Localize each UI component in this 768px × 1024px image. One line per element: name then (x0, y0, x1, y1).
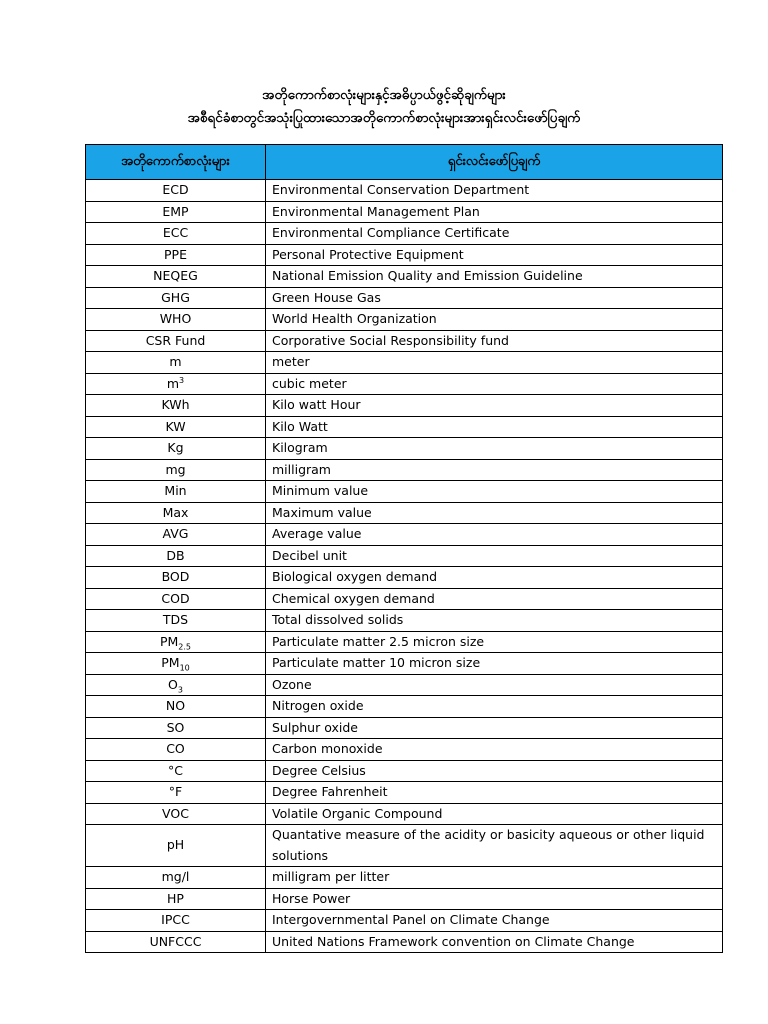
abbreviation-cell (86, 674, 266, 696)
abbreviation-text: NO (165, 698, 186, 713)
abbreviation-table (85, 144, 723, 953)
table-row (86, 588, 723, 610)
header-definitions: ရှင်းလင်းဖော်ပြချက် (266, 145, 723, 180)
abbreviation-superscript: 3 (179, 375, 185, 385)
definition-cell: milligram per litter (266, 867, 723, 889)
table-row (86, 888, 723, 910)
definition-cell: Decibel unit (266, 545, 723, 567)
table-row (86, 931, 723, 953)
table-row (86, 631, 723, 653)
abbreviation-cell (86, 588, 266, 610)
abbreviation-text: BOD (161, 569, 190, 584)
table-row (86, 524, 723, 546)
abbreviation-cell (86, 524, 266, 546)
table-row (86, 416, 723, 438)
definition-cell: meter (266, 352, 723, 374)
abbreviation-cell (86, 180, 266, 202)
table-header-row (86, 145, 723, 180)
table-row (86, 438, 723, 460)
abbreviation-text: °F (168, 784, 183, 799)
abbreviation-text: IPCC (161, 912, 190, 927)
table-row (86, 201, 723, 223)
definition-cell: Chemical oxygen demand (266, 588, 723, 610)
abbreviation-text: ECD (162, 182, 189, 197)
definition-cell: Green House Gas (266, 287, 723, 309)
table-row (86, 352, 723, 374)
abbreviation-cell (86, 760, 266, 782)
abbreviation-text: m (169, 354, 182, 369)
table-row (86, 502, 723, 524)
definition-cell: Sulphur oxide (266, 717, 723, 739)
definition-cell: Total dissolved solids (266, 610, 723, 632)
abbreviation-text: PPE (164, 246, 187, 262)
abbreviation-text: mg/l (161, 869, 190, 884)
abbreviation-text: GHG (161, 289, 190, 305)
abbreviation-cell (86, 223, 266, 245)
definition-cell: Quantative measure of the acidity or basicity aqueous or other liquid solutions (266, 825, 723, 867)
definition-cell: Degree Fahrenheit (266, 782, 723, 804)
table-row (86, 223, 723, 245)
abbreviation-subscript: 10 (179, 663, 190, 673)
abbreviation-text: NEQEG (153, 268, 198, 283)
definition-cell: Kilogram (266, 438, 723, 460)
table-row (86, 803, 723, 825)
definition-cell: Degree Celsius (266, 760, 723, 782)
table-row (86, 459, 723, 481)
table-row (86, 739, 723, 761)
definition-cell: Environmental Management Plan (266, 201, 723, 223)
definition-cell: Maximum value (266, 502, 723, 524)
abbreviation-cell (86, 653, 266, 675)
abbreviation-cell (86, 782, 266, 804)
definition-cell: Kilo Watt (266, 416, 723, 438)
abbreviation-cell (86, 867, 266, 889)
abbreviation-text: UNFCCC (149, 933, 202, 949)
abbreviation-text: HP (167, 890, 184, 906)
table-row (86, 287, 723, 309)
abbreviation-subscript: 2.5 (178, 642, 192, 651)
table-row (86, 825, 723, 867)
table-row (86, 373, 723, 395)
abbreviation-text: Kg (167, 440, 184, 455)
definition-cell: milligram (266, 459, 723, 481)
table-row (86, 481, 723, 503)
abbreviation-text: PM (159, 633, 179, 649)
abbreviation-text: Min (164, 483, 187, 498)
abbreviation-text: COD (161, 590, 190, 606)
table-row (86, 567, 723, 589)
title-line-1: အတိုကောက်စာလုံးများနှင့်အဓိပ္ပာယ်ဖွင့်ဆိုချက်များ (262, 87, 506, 103)
table-row (86, 760, 723, 782)
abbreviation-text: AVG (162, 526, 189, 541)
table-row (86, 309, 723, 331)
definition-cell: National Emission Quality and Emission Guideline (266, 266, 723, 288)
table-row (86, 266, 723, 288)
abbreviation-cell (86, 610, 266, 632)
abbreviation-cell (86, 266, 266, 288)
abbreviation-cell (86, 910, 266, 932)
table-row (86, 244, 723, 266)
abbreviation-text: EMP (162, 203, 189, 219)
abbreviation-text: ECC (162, 225, 189, 240)
abbreviation-cell (86, 739, 266, 761)
abbreviation-cell (86, 416, 266, 438)
document-title (0, 84, 768, 130)
abbreviation-text: WHO (159, 311, 192, 326)
definition-cell: Ozone (266, 674, 723, 696)
abbreviation-text: CSR Fund (145, 332, 206, 348)
abbreviation-cell (86, 931, 266, 953)
definition-cell: Average value (266, 524, 723, 546)
definition-cell: United Nations Framework convention on Climate Change (266, 931, 723, 953)
table-row (86, 717, 723, 739)
definition-cell: World Health Organization (266, 309, 723, 331)
abbreviation-cell (86, 803, 266, 825)
definition-cell: Environmental Conservation Department (266, 180, 723, 202)
abbreviation-cell (86, 330, 266, 352)
abbreviation-cell (86, 373, 266, 395)
abbreviation-cell (86, 825, 266, 867)
abbreviation-cell (86, 888, 266, 910)
definition-cell: Particulate matter 2.5 micron size (266, 631, 723, 653)
table-row (86, 782, 723, 804)
table-row (86, 674, 723, 696)
definition-cell: Particulate matter 10 micron size (266, 653, 723, 675)
definition-cell: Intergovernmental Panel on Climate Change (266, 910, 723, 932)
abbreviation-text: KW (165, 418, 186, 434)
abbreviation-cell (86, 481, 266, 503)
table-body (86, 180, 723, 953)
definition-cell: Personal Protective Equipment (266, 244, 723, 266)
abbreviation-text: SO (166, 719, 185, 735)
table-row (86, 330, 723, 352)
definition-cell: Minimum value (266, 481, 723, 503)
abbreviation-cell (86, 201, 266, 223)
definition-cell: Kilo watt Hour (266, 395, 723, 417)
table-row (86, 610, 723, 632)
table-row (86, 545, 723, 567)
definition-cell: Volatile Organic Compound (266, 803, 723, 825)
table-row (86, 910, 723, 932)
abbreviation-text: TDS (162, 612, 189, 627)
header-abbreviations: အတိုကောက်စာလုံးများ (86, 145, 266, 180)
abbreviation-text: °C (168, 762, 183, 778)
abbreviation-text: Max (162, 504, 189, 520)
table-row (86, 180, 723, 202)
abbreviation-cell (86, 244, 266, 266)
abbreviation-text: CO (166, 741, 185, 756)
abbreviation-cell (86, 459, 266, 481)
definition-cell: Horse Power (266, 888, 723, 910)
abbreviation-cell (86, 395, 266, 417)
abbreviation-text: PM (161, 655, 180, 670)
abbreviation-text: mg (165, 461, 186, 477)
abbreviation-text: DB (166, 547, 185, 563)
abbreviation-cell (86, 287, 266, 309)
abbreviation-cell (86, 696, 266, 718)
table-row (86, 696, 723, 718)
definition-cell: Environmental Compliance Certificate (266, 223, 723, 245)
abbreviation-cell (86, 717, 266, 739)
abbreviation-cell (86, 567, 266, 589)
abbreviation-cell (86, 438, 266, 460)
abbreviation-cell (86, 631, 266, 653)
definition-cell: Corporative Social Responsibility fund (266, 330, 723, 352)
abbreviation-cell (86, 545, 266, 567)
definition-cell: Carbon monoxide (266, 739, 723, 761)
abbreviation-text: pH (166, 837, 185, 853)
abbreviation-text: O (168, 676, 178, 692)
definition-cell: cubic meter (266, 373, 723, 395)
table-row (86, 395, 723, 417)
abbreviation-subscript: 3 (177, 685, 183, 694)
abbreviation-text: m (166, 375, 180, 391)
definition-cell: Biological oxygen demand (266, 567, 723, 589)
definition-cell: Nitrogen oxide (266, 696, 723, 718)
abbreviation-text: VOC (162, 805, 189, 821)
abbreviation-cell (86, 352, 266, 374)
title-line-2: အစီရင်ခံစာတွင်အသုံးပြုထားသောအတိုကောက်စာလုံးများအားရှင်းလင်းဖော်ပြချက် (187, 110, 581, 126)
table-row (86, 867, 723, 889)
abbreviation-cell (86, 309, 266, 331)
abbreviation-text: KWh (161, 397, 190, 412)
abbreviation-cell (86, 502, 266, 524)
table-row (86, 653, 723, 675)
